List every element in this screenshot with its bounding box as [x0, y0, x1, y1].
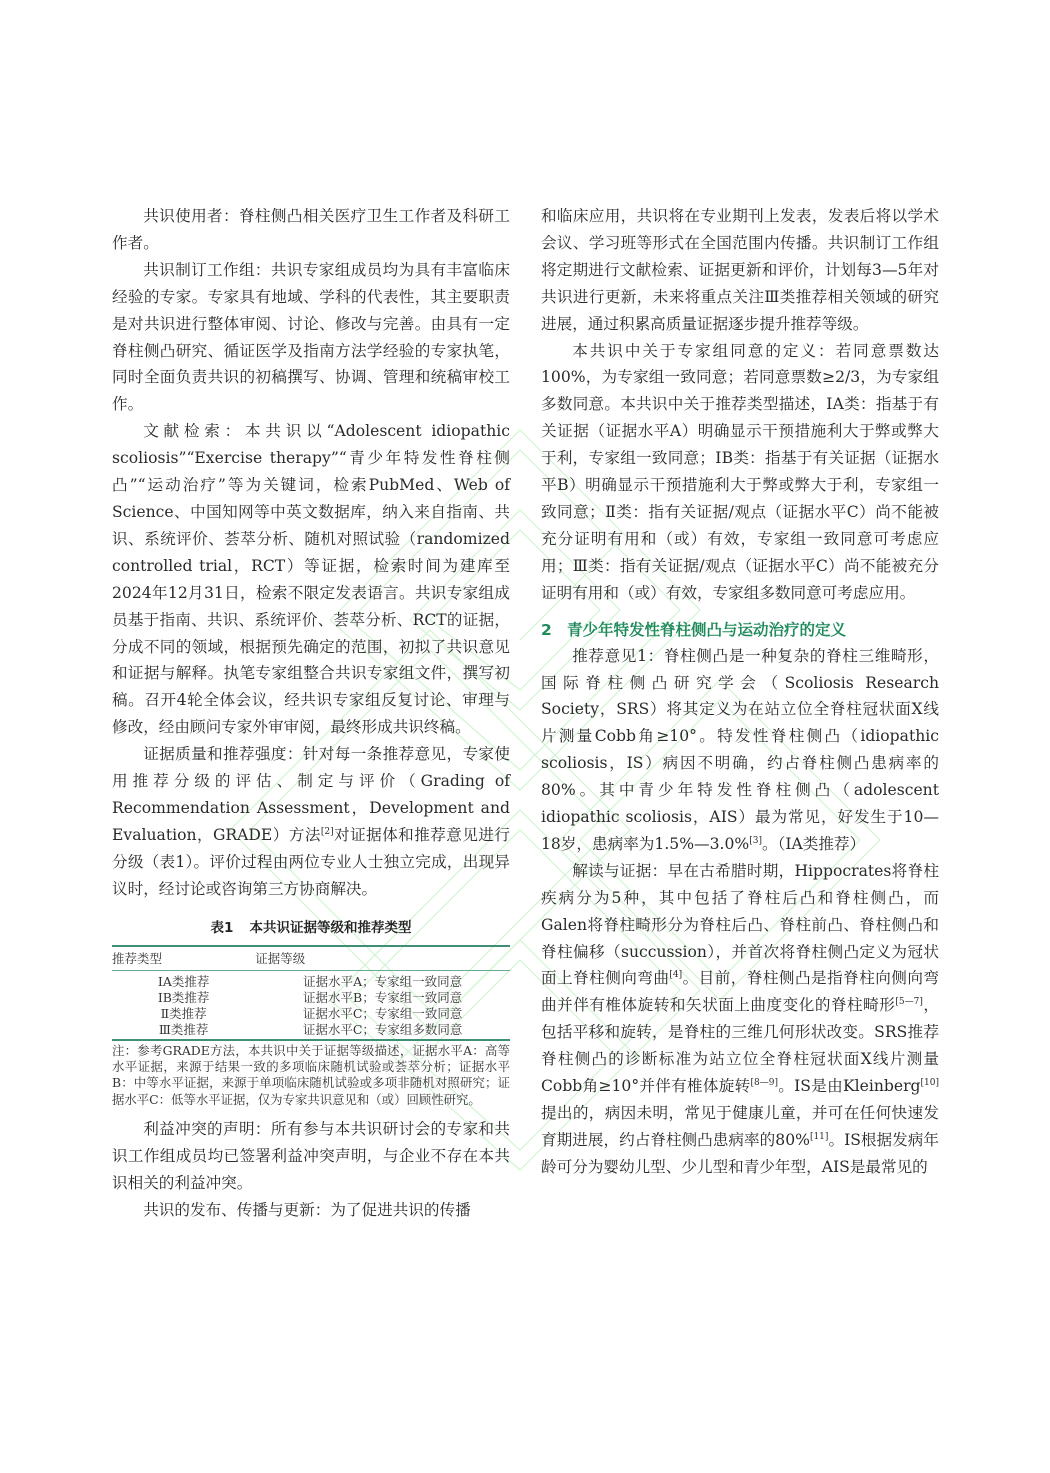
table-header-cell: 证据等级 [255, 950, 306, 966]
paragraph-lead: 共识的发布、传播与更新： [143, 1200, 331, 1219]
paragraph-text: 为了促进共识的传播 [330, 1200, 471, 1219]
table-cell: Ⅲ类推荐 [158, 1022, 209, 1038]
paragraph-lead: 文献检索： [143, 422, 246, 441]
paragraph-text: 。IS是由Kleinberg [777, 1077, 921, 1096]
paragraph-lead: 推荐意见1： [572, 646, 664, 665]
paragraph-lead: 共识使用者： [143, 207, 239, 225]
right-column [541, 203, 939, 1181]
table-cell: ⅠB类推荐 [157, 989, 210, 1005]
table-cell: 证据水平C；专家组多数同意 [302, 1022, 463, 1038]
citation-ref: [11] [809, 1131, 829, 1142]
table-title [112, 917, 510, 939]
citation-ref: [10] [920, 1078, 939, 1089]
paragraph-lead: 解读与证据： [572, 861, 668, 880]
paragraph-text: 早在古希腊时期，Hippocrates将脊柱疾病分为5种，其中包括了脊柱后凸和脊柱侧凸，而Galen将脊柱畸形分为脊柱后凸、脊柱前凸、脊柱侧凸和脊柱偏移（succussion），并首次将脊柱侧凸定义为冠状面上脊柱侧向弯曲 [541, 861, 939, 988]
paragraph-recommendation-1 [541, 643, 939, 858]
paragraph-text: 提出的，病因未明，常见于健康儿童，并可在任何快速发育期进展，约占脊柱侧凸患病率的80% [541, 1104, 939, 1149]
paragraph-literature-search [112, 418, 510, 741]
section-number: 2 [541, 620, 552, 639]
paragraph-users [112, 203, 510, 257]
paragraph-conflict-of-interest [112, 1116, 510, 1197]
paragraph-consensus-definition: 本共识中关于专家组同意的定义：若同意票数达100%，为专家组一致同意；若同意票数≥2/3，为专家组多数同意。本共识中关于推荐类型描述，ⅠA类：指基于有关证据（证据水平A）明确显示干预措施利大于弊或弊大于利，专家组一致同意；ⅠB类：指基于有关证据（证据水平B）明确显示干预措施利大于弊或弊大于利，专家组一致同意；Ⅱ类：指有关证据/观点（证据水平C）尚不能被充分证明有用和（或）有效，专家组一致同意可考虑应用；Ⅲ类：指有关证据/观点（证据水平C）尚不能被充分证明有用和（或）有效，专家组多数同意可考虑应用。 [541, 341, 939, 602]
table-cell: 证据水平C；专家组一致同意 [302, 1006, 463, 1022]
table-row [112, 990, 510, 1006]
paragraph-text: 。目前，脊柱侧凸是指脊柱向侧向弯曲并伴有椎体旋转和矢状面上曲度变化的脊柱畸形 [541, 969, 939, 1015]
left-column [112, 203, 510, 1224]
table-number: 表1 [210, 919, 234, 936]
table-header-row [112, 946, 510, 971]
paragraph-text: 。（ⅠA类推荐） [761, 834, 866, 853]
table-header-cell: 推荐类型 [112, 950, 163, 966]
paragraph-text: 本共识以“Adolescent idiopathic scoliosis”“Exercise therapy”“青少年特发性脊柱侧凸”“运动治疗”等为关键词，检索PubMed、Web of Science、中国知网等中英文数据库，纳入来自指南、共识、系统评价、荟萃分析、随机对照试验（randomized controlled trial，RCT）等证据，检索时间为建库至2024年12月31日，检索不限定发表语言。共识专家组成员基于指南、共识、系统评价、荟萃分析、RCT的证据，分成不同的领域，根据预先确定的范围，初拟了共识意见和证据与解释。执笔专家组整合共识专家组文件，撰写初稿。召开4轮全体会议，经共识专家组反复讨论、审理与修改，经由顾问专家外审审阅，最终形成共识终稿。 [112, 422, 510, 737]
evidence-table [112, 945, 510, 1041]
paragraph-text: 对证据体和推荐意见进行分级（表1）。评价过程由两位专业人士独立完成，出现异议时，经讨论或咨询第三方协商解决。 [112, 825, 510, 898]
paragraph-text: 所有参与本共识研讨会的专家和共识工作组成员均已签署利益冲突声明，与企业不存在本共识相关的利益冲突。 [112, 1120, 510, 1193]
table-caption: 本共识证据等级和推荐类型 [249, 919, 412, 936]
section-title: 青少年特发性脊柱侧凸与运动治疗的定义 [567, 620, 847, 639]
citation-ref: [5—7] [895, 997, 923, 1008]
paragraph-evidence-quality [112, 741, 510, 902]
paragraph-dissemination [112, 1197, 510, 1224]
paragraph-text: 脊柱侧凸是一种复杂的脊柱三维畸形，国际脊柱侧凸研究学会（Scoliosis Research Society，SRS）将其定义为在站立位全脊柱冠状面X线片测量Cobb角≥10°。特发性脊柱侧凸（idiopathic scoliosis，IS）病因不明确，约占脊柱侧凸患病率的80%。其中青少年特发性脊柱侧凸（adolescent idiopathic scoliosis，AIS）最为常见，好发生于10—18岁，患病率为1.5%—3.0% [541, 646, 939, 853]
table-row [112, 1022, 510, 1039]
paragraph-text: 。IS根据发病年龄可分为婴幼儿型、少儿型和青少年型，AIS是最常见的 [541, 1130, 939, 1176]
citation-ref: [3] [749, 835, 762, 846]
table-cell: 证据水平B；专家组一致同意 [303, 989, 463, 1005]
table-cell: ⅠA类推荐 [157, 973, 210, 989]
table-cell: 证据水平A；专家组一致同意 [303, 973, 463, 989]
paragraph-text: ，包括平移和旋转，是脊柱的三维几何形状改变。SRS推荐脊柱侧凸的诊断标准为站立位全脊柱冠状面X线片测量Cobb角≥10°并伴有椎体旋转 [541, 996, 939, 1096]
paragraph-working-group [112, 257, 510, 418]
paragraph-lead: 证据质量和推荐强度： [143, 745, 303, 764]
paragraph-lead: 利益冲突的声明： [143, 1120, 271, 1139]
citation-ref: [2] [320, 826, 334, 837]
paragraph-lead: 共识制订工作组： [143, 260, 271, 279]
paragraph-text: 脊柱侧凸相关医疗卫生工作者及科研工作者。 [112, 207, 510, 252]
table-row [112, 1006, 510, 1022]
table-note: 注：参考GRADE方法，本共识中关于证据等级描述，证据水平A：高等水平证据，来源于结果一致的多项临床随机试验或荟萃分析；证据水平B：中等水平证据，来源于单项临床随机试验或多项非随机对照研究；证据水平C：低等水平证据，仅为专家共识意见和（或）回顾性研究。 [112, 1042, 510, 1107]
section-heading [541, 617, 939, 643]
paragraph-interpretation [541, 858, 939, 1181]
paragraph-text: 共识专家组成员均为具有丰富临床经验的专家。专家具有地域、学科的代表性，其主要职责是对共识进行整体审阅、讨论、修改与完善。由具有一定脊柱侧凸研究、循证医学及指南方法学经验的专家执笔，同时全面负责共识的初稿撰写、协调、管理和统稿审校工作。 [112, 260, 510, 414]
paragraph-text: 针对每一条推荐意见，专家使用推荐分级的评估、制定与评价（Grading of Recommendation Assessment，Development and Evaluation，GRADE）方法 [112, 745, 510, 844]
paragraph-dissemination-continued: 和临床应用，共识将在专业期刊上发表，发表后将以学术会议、学习班等形式在全国范围内传播。共识制订工作组将定期进行文献检索、证据更新和评价，计划每3—5年对共识进行更新，未来将重点关注Ⅲ类推荐相关领域的研究进展，通过积累高质量证据逐步提升推荐等级。 [541, 207, 939, 333]
table-row [112, 970, 510, 990]
citation-ref: [8—9] [750, 1078, 778, 1089]
table-cell: Ⅱ类推荐 [160, 1006, 207, 1022]
citation-ref: [4] [669, 970, 683, 981]
